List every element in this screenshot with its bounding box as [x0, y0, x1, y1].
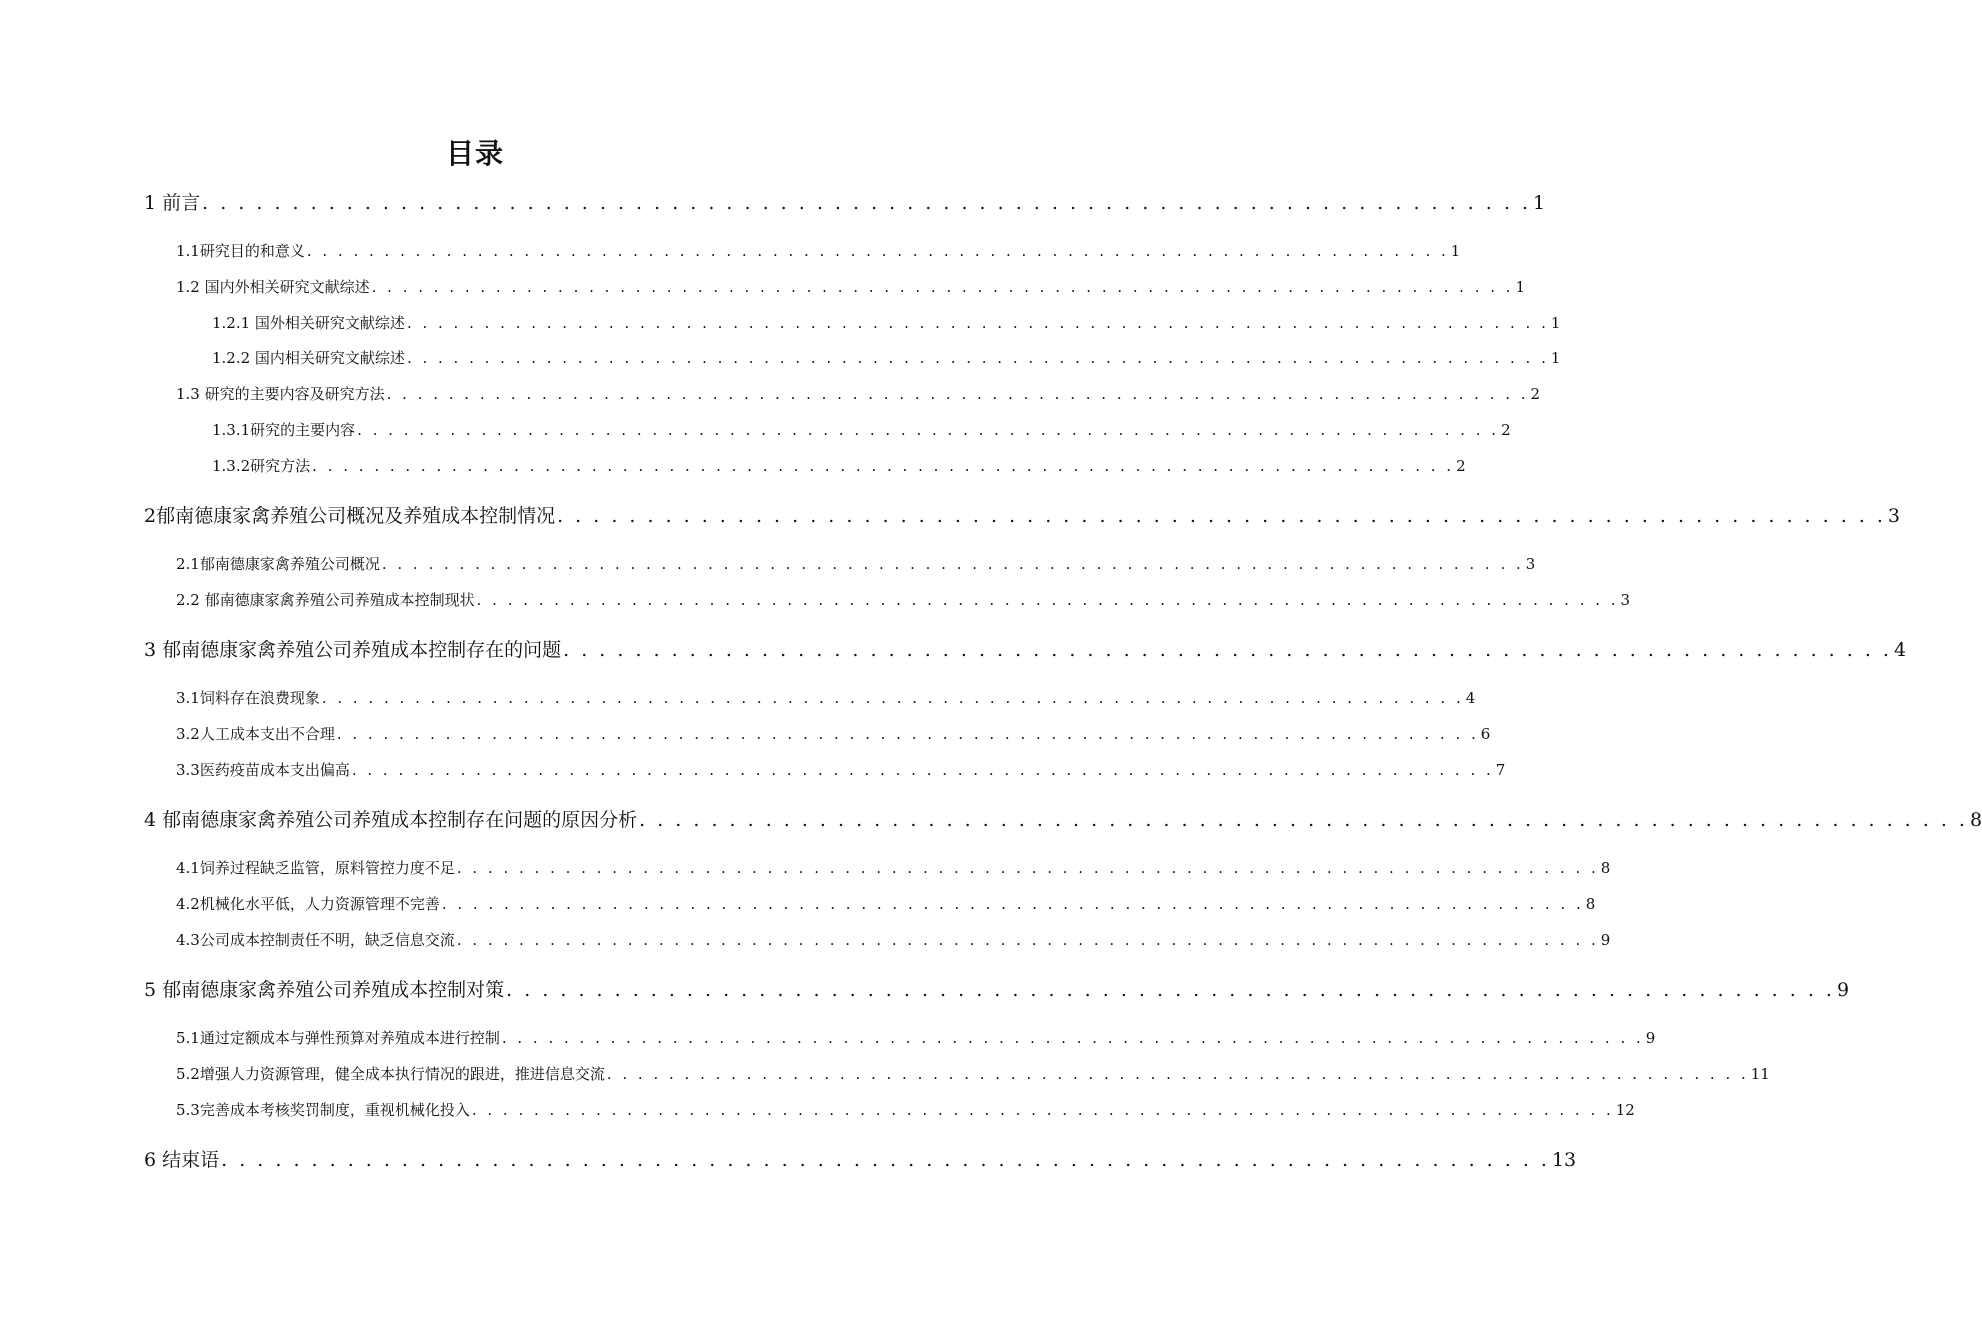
toc-page-number: 1: [1515, 278, 1526, 296]
dot-leader: . . . . . . . . . . . . . . . . . . . . . . . . . . . . . . . . . . . . . . . . . . . . . . . . . . . . . . . . . . . . . . . . . . . . . . . . . .: [471, 1101, 1614, 1119]
toc-entry-label: 3.3医药疫苗成本支出偏高: [176, 761, 350, 779]
toc-entry-label: 6 结束语: [144, 1149, 220, 1171]
toc-page-number: 12: [1615, 1101, 1635, 1119]
toc-entry-1-3[interactable]: [176, 383, 1541, 405]
dot-leader: . . . . . . . . . . . . . . . . . . . . . . . . . . . . . . . . . . . . . . . . . . . . . . . . . . . . . . . . . . . . . . . . . . . . . . . . . .: [221, 1149, 1550, 1171]
dot-leader: . . . . . . . . . . . . . . . . . . . . . . . . . . . . . . . . . . . . . . . . . . . . . . . . . . . . . . . . . . . . . . . . . . . . . . . . . .: [351, 761, 1494, 779]
dot-leader: . . . . . . . . . . . . . . . . . . . . . . . . . . . . . . . . . . . . . . . . . . . . . . . . . . . . . . . . . . . . . . . . . . . . . . . . . .: [563, 639, 1892, 661]
toc-page-number: 9: [1645, 1029, 1656, 1047]
toc-entry-label: 2郁南德康家禽养殖公司概况及养殖成本控制情况: [144, 505, 556, 527]
toc-page-number: 9: [1836, 979, 1850, 1001]
toc-entry-4-2[interactable]: [176, 893, 1596, 915]
toc-entry-3-3[interactable]: [176, 759, 1506, 781]
toc-entry-label: 1.2 国内外相关研究文献综述: [176, 278, 370, 296]
toc-page-number: 4: [1893, 639, 1907, 661]
toc-entry-label: 3.1饲料存在浪费现象: [176, 689, 320, 707]
toc-entry-label: 1.1研究目的和意义: [176, 242, 305, 260]
toc-page-number: 2: [1456, 457, 1466, 475]
toc-entry-5-3[interactable]: [176, 1099, 1635, 1121]
dot-leader: . . . . . . . . . . . . . . . . . . . . . . . . . . . . . . . . . . . . . . . . . . . . . . . . . . . . . . . . . . . . . . . . . . . . . . . . . .: [456, 931, 1599, 949]
toc-entry-label: 5.1通过定额成本与弹性预算对养殖成本进行控制: [176, 1029, 500, 1047]
toc-entry-label: 4.3公司成本控制责任不明，缺乏信息交流: [176, 931, 455, 949]
toc-entry-4-1[interactable]: [176, 857, 1611, 879]
toc-entry-1-1[interactable]: [176, 240, 1461, 262]
dot-leader: . . . . . . . . . . . . . . . . . . . . . . . . . . . . . . . . . . . . . . . . . . . . . . . . . . . . . . . . . . . . . . . . . . . . . . . . . .: [381, 555, 1524, 573]
toc-page-number: 8: [1600, 859, 1611, 877]
toc-entry-1[interactable]: [144, 188, 1546, 216]
toc-entry-5[interactable]: [144, 975, 1850, 1003]
toc-entry-1-2-2[interactable]: [212, 347, 1561, 369]
toc-entry-1-2-1[interactable]: [212, 312, 1561, 334]
dot-leader: . . . . . . . . . . . . . . . . . . . . . . . . . . . . . . . . . . . . . . . . . . . . . . . . . . . . . . . . . . . . . . . . . . . . . . . . . .: [306, 242, 1449, 260]
toc-page-number: 1: [1550, 314, 1561, 332]
dot-leader: . . . . . . . . . . . . . . . . . . . . . . . . . . . . . . . . . . . . . . . . . . . . . . . . . . . . . . . . . . . . . . . . . . . . . . . . . .: [557, 505, 1886, 527]
dot-leader: . . . . . . . . . . . . . . . . . . . . . . . . . . . . . . . . . . . . . . . . . . . . . . . . . . . . . . . . . . . . . . . . . . . . . . . . . .: [312, 457, 1455, 475]
toc-page-number: 2: [1501, 421, 1511, 439]
dot-leader: . . . . . . . . . . . . . . . . . . . . . . . . . . . . . . . . . . . . . . . . . . . . . . . . . . . . . . . . . . . . . . . . . . . . . . . . . .: [406, 349, 1549, 367]
toc-page-number: 13: [1551, 1149, 1577, 1171]
dot-leader: . . . . . . . . . . . . . . . . . . . . . . . . . . . . . . . . . . . . . . . . . . . . . . . . . . . . . . . . . . . . . . . . . . . . . . . . . .: [357, 421, 1500, 439]
toc-entry-label: 5.3完善成本考核奖罚制度，重视机械化投入: [176, 1101, 470, 1119]
toc-entry-4[interactable]: [144, 805, 1982, 833]
toc-entry-label: 5 郁南德康家禽养殖公司养殖成本控制对策: [144, 979, 505, 1001]
dot-leader: . . . . . . . . . . . . . . . . . . . . . . . . . . . . . . . . . . . . . . . . . . . . . . . . . . . . . . . . . . . . . . . . . . . . . . . . . .: [639, 809, 1968, 831]
toc-page-number: 7: [1495, 761, 1506, 779]
dot-leader: . . . . . . . . . . . . . . . . . . . . . . . . . . . . . . . . . . . . . . . . . . . . . . . . . . . . . . . . . . . . . . . . . . . . . . . . . .: [501, 1029, 1644, 1047]
toc-entry-3-2[interactable]: [176, 723, 1491, 745]
toc-page-number: 9: [1600, 931, 1611, 949]
toc-entry-label: 1.2.2 国内相关研究文献综述: [212, 349, 405, 367]
dot-leader: . . . . . . . . . . . . . . . . . . . . . . . . . . . . . . . . . . . . . . . . . . . . . . . . . . . . . . . . . . . . . . . . . . . . . . . . . .: [321, 689, 1464, 707]
toc-page-number: 1: [1550, 349, 1561, 367]
toc-entry-1-2[interactable]: [176, 276, 1526, 298]
dot-leader: . . . . . . . . . . . . . . . . . . . . . . . . . . . . . . . . . . . . . . . . . . . . . . . . . . . . . . . . . . . . . . . . . . . . . . . . . .: [406, 314, 1549, 332]
toc-entry-label: 3 郁南德康家禽养殖公司养殖成本控制存在的问题: [144, 639, 562, 661]
toc-page-number: 3: [1525, 555, 1536, 573]
dot-leader: . . . . . . . . . . . . . . . . . . . . . . . . . . . . . . . . . . . . . . . . . . . . . . . . . . . . . . . . . . . . . . . . . . . . . . . . . .: [386, 385, 1529, 403]
toc-page-number: 11: [1750, 1065, 1770, 1083]
toc-entry-label: 2.2 郁南德康家禽养殖公司养殖成本控制现状: [176, 591, 475, 609]
dot-leader: . . . . . . . . . . . . . . . . . . . . . . . . . . . . . . . . . . . . . . . . . . . . . . . . . . . . . . . . . . . . . . . . . . . . . . . . . .: [336, 725, 1479, 743]
toc-entry-label: 1 前言: [144, 192, 201, 214]
toc-page-number: 1: [1450, 242, 1461, 260]
toc-entry-6[interactable]: [144, 1145, 1577, 1173]
toc-entry-label: 3.2人工成本支出不合理: [176, 725, 335, 743]
dot-leader: . . . . . . . . . . . . . . . . . . . . . . . . . . . . . . . . . . . . . . . . . . . . . . . . . . . . . . . . . . . . . . . . . . . . . . . . . .: [506, 979, 1835, 1001]
toc-page-number: 8: [1969, 809, 1982, 831]
toc-page-number: 6: [1480, 725, 1491, 743]
dot-leader: . . . . . . . . . . . . . . . . . . . . . . . . . . . . . . . . . . . . . . . . . . . . . . . . . . . . . . . . . . . . . . . . . . . . . . . . . .: [476, 591, 1619, 609]
toc-entry-1-3-2[interactable]: [212, 455, 1466, 477]
toc-page-number: 3: [1620, 591, 1631, 609]
toc-entry-label: 1.3 研究的主要内容及研究方法: [176, 385, 385, 403]
toc-entry-3[interactable]: [144, 635, 1907, 663]
toc-entry-label: 2.1郁南德康家禽养殖公司概况: [176, 555, 380, 573]
toc-page-number: 2: [1530, 385, 1541, 403]
toc-entry-label: 1.2.1 国外相关研究文献综述: [212, 314, 405, 332]
toc-entry-1-3-1[interactable]: [212, 419, 1511, 441]
toc-entry-2[interactable]: [144, 501, 1901, 529]
toc-entry-2-1[interactable]: [176, 553, 1536, 575]
toc-entry-label: 1.3.1研究的主要内容: [212, 421, 356, 439]
toc-page-number: 8: [1585, 895, 1596, 913]
toc-page-number: 4: [1465, 689, 1476, 707]
toc-entry-label: 1.3.2研究方法: [212, 457, 311, 475]
toc-entry-label: 5.2增强人力资源管理，健全成本执行情况的跟进，推进信息交流: [176, 1065, 605, 1083]
dot-leader: . . . . . . . . . . . . . . . . . . . . . . . . . . . . . . . . . . . . . . . . . . . . . . . . . . . . . . . . . . . . . . . . . . . . . . . . . .: [441, 895, 1584, 913]
toc-entry-label: 4.1饲养过程缺乏监管，原料管控力度不足: [176, 859, 455, 877]
dot-leader: . . . . . . . . . . . . . . . . . . . . . . . . . . . . . . . . . . . . . . . . . . . . . . . . . . . . . . . . . . . . . . . . . . . . . . . . . .: [606, 1065, 1749, 1083]
toc-entry-3-1[interactable]: [176, 687, 1476, 709]
toc-page-number: 1: [1532, 192, 1546, 214]
toc-entry-4-3[interactable]: [176, 929, 1611, 951]
page-title: 目录: [445, 137, 504, 170]
toc-entry-label: 4.2机械化水平低，人力资源管理不完善: [176, 895, 440, 913]
dot-leader: . . . . . . . . . . . . . . . . . . . . . . . . . . . . . . . . . . . . . . . . . . . . . . . . . . . . . . . . . . . . . . . . . . . . . . . . . .: [456, 859, 1599, 877]
toc-entry-5-2[interactable]: [176, 1063, 1770, 1085]
toc-entry-2-2[interactable]: [176, 589, 1631, 611]
dot-leader: . . . . . . . . . . . . . . . . . . . . . . . . . . . . . . . . . . . . . . . . . . . . . . . . . . . . . . . . . . . . . . . . . . . . . . . . . .: [371, 278, 1514, 296]
toc-page-number: 3: [1887, 505, 1901, 527]
dot-leader: . . . . . . . . . . . . . . . . . . . . . . . . . . . . . . . . . . . . . . . . . . . . . . . . . . . . . . . . . . . . . . . . . . . . . . . . . .: [202, 192, 1531, 214]
toc-entry-5-1[interactable]: [176, 1027, 1656, 1049]
toc-entry-label: 4 郁南德康家禽养殖公司养殖成本控制存在问题的原因分析: [144, 809, 638, 831]
